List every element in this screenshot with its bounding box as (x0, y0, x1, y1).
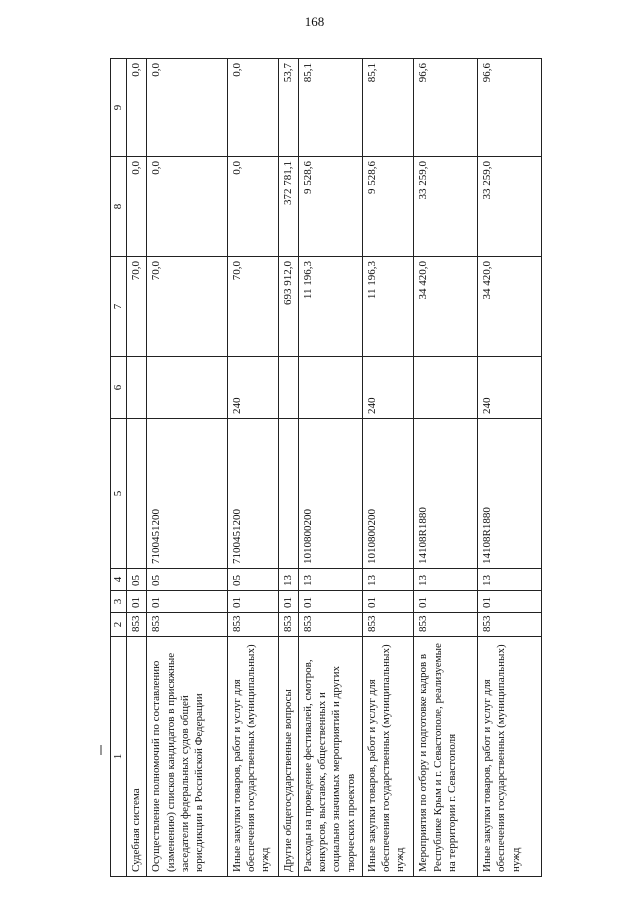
row-grbs-code: 853 (478, 613, 542, 637)
column-number: 7 (111, 257, 127, 357)
table-row (362, 59, 413, 877)
row-name: Осуществление полномочий по составлению (изменению) списков кандидатов в присяжные заседатели федеральных судов общей юрисдикции в Российской Федерации (147, 637, 227, 877)
row-plan-amount: 34 420,0 (414, 257, 478, 357)
row-subsection-code: 13 (298, 569, 362, 591)
row-name: Иные закупки товаров, работ и услуг для обеспечения государственных (муниципальных) нужд (362, 637, 413, 877)
row-subsection-code: 13 (478, 569, 542, 591)
row-actual-amount: 372 781,1 (279, 157, 299, 257)
rotated-table-container (110, 59, 542, 877)
row-target-article: 7100451200 (227, 419, 278, 569)
row-target-article (127, 419, 147, 569)
row-name: Иные закупки товаров, работ и услуг для обеспечения государственных (муниципальных) нужд (227, 637, 278, 877)
row-percent: 96,6 (414, 59, 478, 157)
row-plan-amount: 11 196,3 (362, 257, 413, 357)
row-actual-amount: 33 259,0 (478, 157, 542, 257)
row-target-article: 14108R1880 (478, 419, 542, 569)
row-percent: 85,1 (362, 59, 413, 157)
column-number: 2 (111, 613, 127, 637)
table-row (298, 59, 362, 877)
column-number: 4 (111, 569, 127, 591)
row-grbs-code: 853 (227, 613, 278, 637)
row-name: Судебная система (127, 637, 147, 877)
row-name: Другие общегосударственные вопросы (279, 637, 299, 877)
scan-edge-mark (100, 745, 102, 755)
row-name: Расходы на проведение фестивалей, смотров, конкурсов, выставок, общественных и социально значимых мероприятий и других творческих проектов (298, 637, 362, 877)
row-name: Мероприятия по отбору и подготовке кадров в Республике Крым и г. Севастополе, реализуемые на территории г. Севастополя (414, 637, 478, 877)
row-actual-amount: 9 528,6 (298, 157, 362, 257)
table-row (127, 59, 147, 877)
row-target-article: 7100451200 (147, 419, 227, 569)
row-subsection-code: 13 (414, 569, 478, 591)
row-expense-type: 240 (227, 357, 278, 419)
column-number: 6 (111, 357, 127, 419)
table-row (478, 59, 542, 877)
row-target-article: 1010800200 (298, 419, 362, 569)
row-expense-type (298, 357, 362, 419)
row-subsection-code: 13 (362, 569, 413, 591)
row-subsection-code: 05 (227, 569, 278, 591)
row-grbs-code: 853 (414, 613, 478, 637)
row-actual-amount: 0,0 (147, 157, 227, 257)
row-section-code: 01 (279, 591, 299, 613)
row-actual-amount: 33 259,0 (414, 157, 478, 257)
column-number: 1 (111, 637, 127, 877)
table-row (279, 59, 299, 877)
row-actual-amount: 0,0 (227, 157, 278, 257)
row-target-article: 1010800200 (362, 419, 413, 569)
row-target-article (279, 419, 299, 569)
row-section-code: 01 (127, 591, 147, 613)
page-number: 168 (304, 14, 325, 29)
row-expense-type (127, 357, 147, 419)
table-row (227, 59, 278, 877)
row-section-code: 01 (362, 591, 413, 613)
row-subsection-code: 05 (127, 569, 147, 591)
row-subsection-code: 13 (279, 569, 299, 591)
row-expense-type (147, 357, 227, 419)
row-plan-amount: 70,0 (127, 257, 147, 357)
row-section-code: 01 (227, 591, 278, 613)
row-plan-amount: 70,0 (147, 257, 227, 357)
row-grbs-code: 853 (298, 613, 362, 637)
row-grbs-code: 853 (127, 613, 147, 637)
column-number: 9 (111, 59, 127, 157)
row-actual-amount: 0,0 (127, 157, 147, 257)
row-grbs-code: 853 (279, 613, 299, 637)
row-plan-amount: 70,0 (227, 257, 278, 357)
column-number: 3 (111, 591, 127, 613)
row-name: Иные закупки товаров, работ и услуг для обеспечения государственных (муниципальных) нужд (478, 637, 542, 877)
row-grbs-code: 853 (147, 613, 227, 637)
row-plan-amount: 34 420,0 (478, 257, 542, 357)
row-expense-type: 240 (362, 357, 413, 419)
row-actual-amount: 9 528,6 (362, 157, 413, 257)
row-plan-amount: 11 196,3 (298, 257, 362, 357)
row-percent: 0,0 (147, 59, 227, 157)
row-target-article: 14108R1880 (414, 419, 478, 569)
row-grbs-code: 853 (362, 613, 413, 637)
column-number: 8 (111, 157, 127, 257)
row-section-code: 01 (414, 591, 478, 613)
row-percent: 53,7 (279, 59, 299, 157)
column-number: 5 (111, 419, 127, 569)
row-percent: 85,1 (298, 59, 362, 157)
row-expense-type (279, 357, 299, 419)
row-expense-type (414, 357, 478, 419)
row-percent: 96,6 (478, 59, 542, 157)
row-section-code: 01 (147, 591, 227, 613)
table-row (147, 59, 227, 877)
row-expense-type: 240 (478, 357, 542, 419)
row-section-code: 01 (478, 591, 542, 613)
table-row (414, 59, 478, 877)
budget-table (110, 58, 542, 877)
row-section-code: 01 (298, 591, 362, 613)
column-number-row (111, 59, 127, 877)
row-percent: 0,0 (127, 59, 147, 157)
row-plan-amount: 693 912,0 (279, 257, 299, 357)
row-percent: 0,0 (227, 59, 278, 157)
row-subsection-code: 05 (147, 569, 227, 591)
